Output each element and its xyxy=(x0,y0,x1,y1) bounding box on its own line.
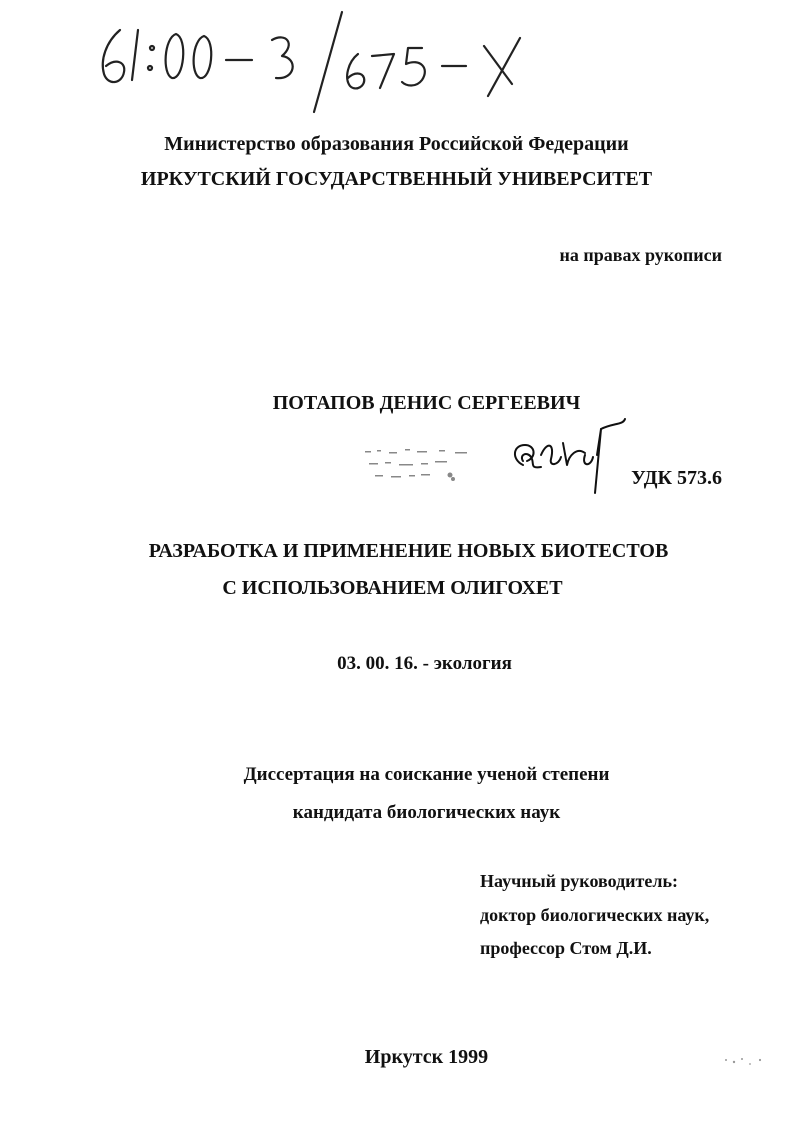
author-signature xyxy=(505,415,630,500)
manuscript-note: на правах рукописи xyxy=(559,245,722,265)
city-year: Иркутск 1999 xyxy=(364,1046,489,1068)
scan-specks xyxy=(720,1040,775,1070)
degree-line-1: Диссертация на соискание ученой степени xyxy=(243,764,610,785)
supervisor-degree: доктор биологических наук, xyxy=(480,905,710,925)
udk-code: УДК 573.6 xyxy=(631,467,722,489)
supervisor-label: Научный руководитель: xyxy=(480,871,678,891)
dissertation-title-line-1: РАЗРАБОТКА И ПРИМЕНЕНИЕ НОВЫХ БИОТЕСТОВ xyxy=(148,540,669,562)
ministry-name: Министерство образования Российской Федерации xyxy=(164,133,629,155)
university-name: ИРКУТСКИЙ ГОСУДАРСТВЕННЫЙ УНИВЕРСИТЕТ xyxy=(140,168,653,190)
faint-stamp-marks xyxy=(355,445,505,490)
handwritten-archive-number xyxy=(92,8,552,118)
supervisor-name: профессор Стом Д.И. xyxy=(480,938,652,958)
degree-line-2: кандидата биологических наук xyxy=(292,802,561,823)
specialty-code: 03. 00. 16. - экология xyxy=(337,653,512,674)
author-name: ПОТАПОВ ДЕНИС СЕРГЕЕВИЧ xyxy=(272,392,581,414)
dissertation-title-line-2: С ИСПОЛЬЗОВАНИЕМ ОЛИГОХЕТ xyxy=(222,577,563,599)
